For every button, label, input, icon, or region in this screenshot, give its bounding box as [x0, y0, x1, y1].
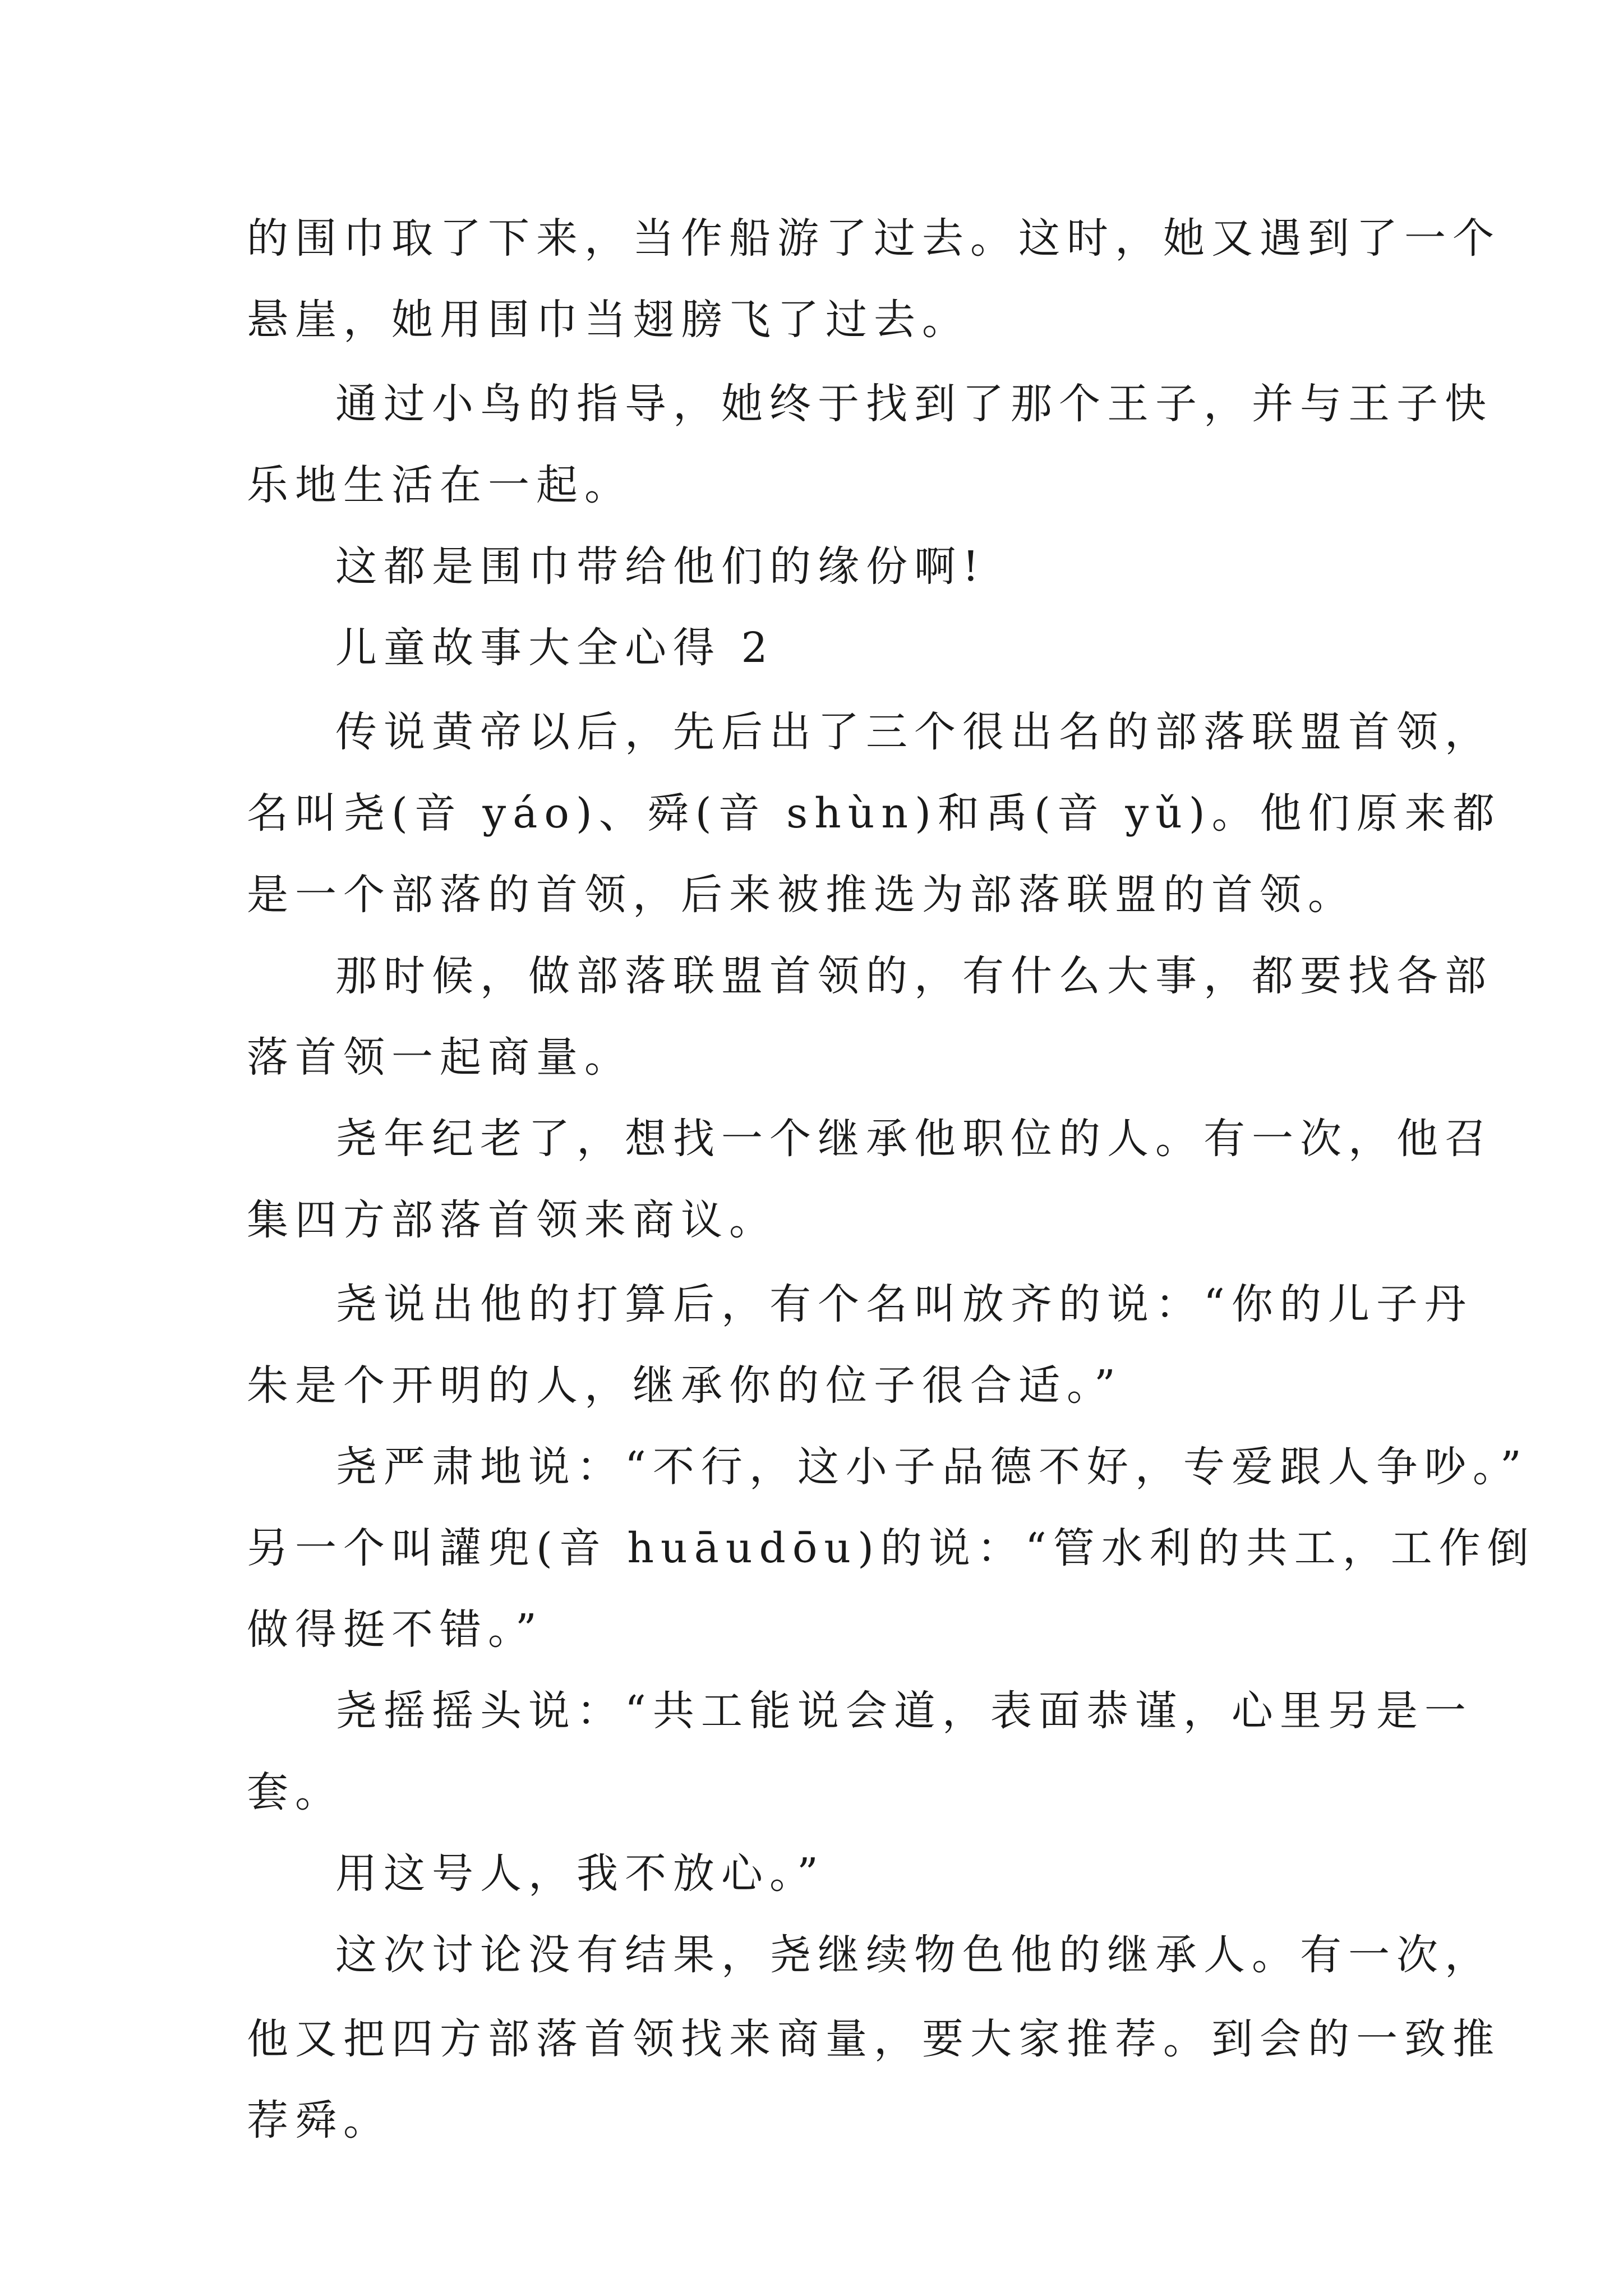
text-line: 名叫尧(音 yáo)、舜(音 shùn)和禹(音 yǔ)。他们原来都	[247, 789, 1501, 838]
paragraph-start-line: 尧严肃地说：“不行，这小子品德不好，专爱跟人争吵。”	[335, 1443, 1528, 1491]
paragraph-start-line: 传说黄帝以后，先后出了三个很出名的部落联盟首领，	[335, 708, 1493, 756]
section-heading: 儿童故事大全心得 2	[335, 624, 774, 672]
text-line: 乐地生活在一起。	[247, 461, 633, 509]
text-line: 悬崖，她用围巾当翅膀飞了过去。	[247, 296, 970, 344]
text-line: 落首领一起商量。	[247, 1033, 633, 1082]
text-line: 的围巾取了下来，当作船游了过去。这时，她又遇到了一个	[247, 214, 1501, 263]
paragraph-start-line: 用这号人，我不放心。”	[335, 1849, 825, 1898]
paragraph-start-line: 这都是围巾带给他们的缘份啊!	[335, 542, 986, 591]
paragraph-start-line: 尧年纪老了，想找一个继承他职位的人。有一次，他召	[335, 1115, 1493, 1163]
text-line: 做得挺不错。”	[247, 1605, 543, 1654]
text-line: 是一个部落的首领，后来被推选为部落联盟的首领。	[247, 871, 1356, 919]
text-line: 集四方部落首领来商议。	[247, 1196, 777, 1244]
text-line: 荐舜。	[247, 2096, 391, 2145]
text-line: 另一个叫讙兜(音 huāudōu)的说：“管水利的共工，工作倒	[247, 1524, 1536, 1572]
paragraph-start-line: 那时候，做部落联盟首领的，有什么大事，都要找各部	[335, 952, 1493, 1000]
paragraph-start-line: 尧说出他的打算后，有个名叫放齐的说：“你的儿子丹	[335, 1280, 1473, 1328]
paragraph-start-line: 这次讨论没有结果，尧继续物色他的继承人。有一次，	[335, 1931, 1493, 1979]
text-line: 他又把四方部落首领找来商量，要大家推荐。到会的一致推	[247, 2015, 1501, 2063]
text-line: 朱是个开明的人，继承你的位子很合适。”	[247, 1361, 1122, 1410]
text-line: 套。	[247, 1768, 343, 1816]
paragraph-start-line: 尧摇摇头说：“共工能说会道，表面恭谨，心里另是一	[335, 1687, 1473, 1735]
paragraph-start-line: 通过小鸟的指导，她终于找到了那个王子，并与王子快	[335, 380, 1493, 428]
